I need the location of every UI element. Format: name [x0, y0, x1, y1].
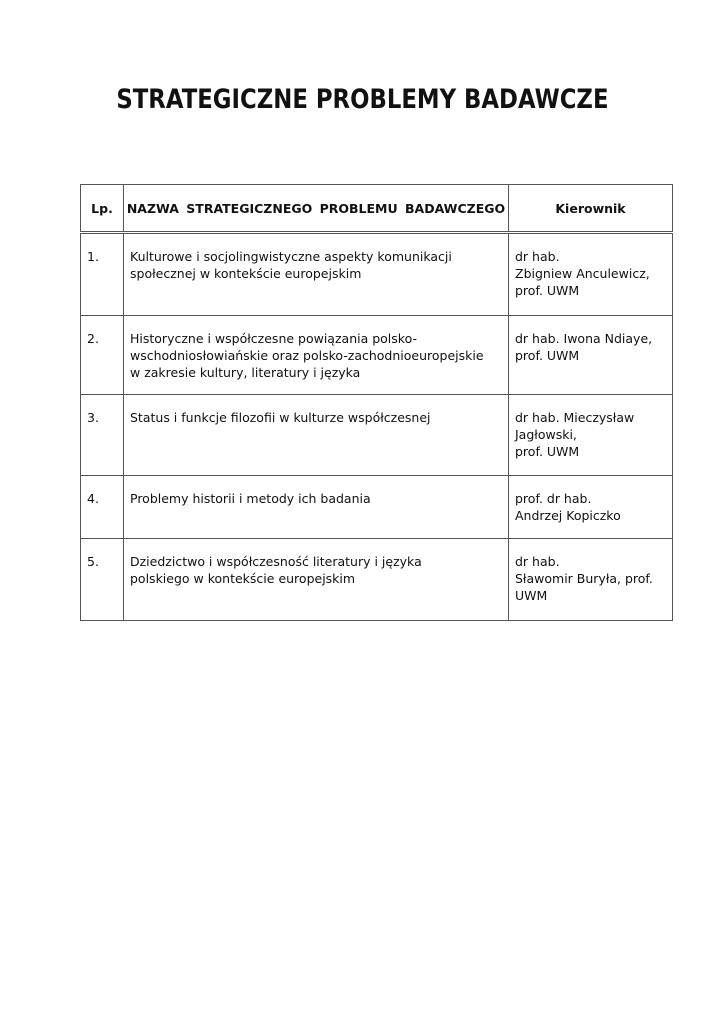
row-number-cell: [81, 233, 124, 316]
manager-cell: [509, 316, 673, 395]
table-row: [81, 316, 673, 395]
problem-name-cell: [124, 539, 509, 621]
problem-name-cell: [124, 233, 509, 316]
table-row: [81, 476, 673, 539]
problem-name-cell: [124, 316, 509, 395]
manager-name: dr hab. Zbigniew Anculewicz, prof. UWM: [515, 249, 650, 298]
manager-name: dr hab. Iwona Ndiaye, prof. UWM: [515, 331, 653, 363]
problem-name: Kulturowe i socjolingwistyczne aspekty komunikacji społecznej w kontekście europejskim: [130, 249, 452, 281]
manager-cell: [509, 233, 673, 316]
manager-name: dr hab. Sławomir Buryła, prof. UWM: [515, 554, 653, 603]
page-title: STRATEGICZNE PROBLEMY BADAWCZE: [116, 84, 609, 115]
row-number: 3.: [87, 410, 99, 425]
row-number-cell: [81, 395, 124, 476]
row-number: 4.: [87, 491, 99, 506]
row-number-cell: [81, 476, 124, 539]
problem-name-cell: [124, 395, 509, 476]
manager-name: prof. dr hab. Andrzej Kopiczko: [515, 491, 621, 523]
row-number-cell: [81, 539, 124, 621]
table-row: [81, 233, 673, 316]
header-problem-name: NAZWA STRATEGICZNEGO PROBLEMU BADAWCZEGO: [124, 185, 509, 233]
row-number: 2.: [87, 331, 99, 346]
row-number: 5.: [87, 554, 99, 569]
table-row: [81, 539, 673, 621]
problem-name-cell: [124, 476, 509, 539]
header-lp: Lp.: [81, 185, 124, 233]
manager-name: dr hab. Mieczysław Jagłowski, prof. UWM: [515, 410, 635, 459]
problem-name: Historyczne i współczesne powiązania polsko- wschodniosłowiańskie oraz polsko-zachodnioeuropejskie w zakresie kultury, literatury i języka: [130, 331, 484, 380]
problem-name: Problemy historii i metody ich badania: [130, 491, 371, 506]
problem-name: Dziedzictwo i współczesność literatury i języka polskiego w kontekście europejskim: [130, 554, 422, 586]
header-manager: Kierownik: [509, 185, 673, 233]
manager-cell: [509, 395, 673, 476]
table-header-row: [81, 185, 673, 233]
row-number-cell: [81, 316, 124, 395]
manager-cell: [509, 476, 673, 539]
row-number: 1.: [87, 249, 99, 264]
problem-name: Status i funkcje filozofii w kulturze współczesnej: [130, 410, 431, 425]
research-problems-table: [80, 184, 673, 621]
manager-cell: [509, 539, 673, 621]
table-row: [81, 395, 673, 476]
